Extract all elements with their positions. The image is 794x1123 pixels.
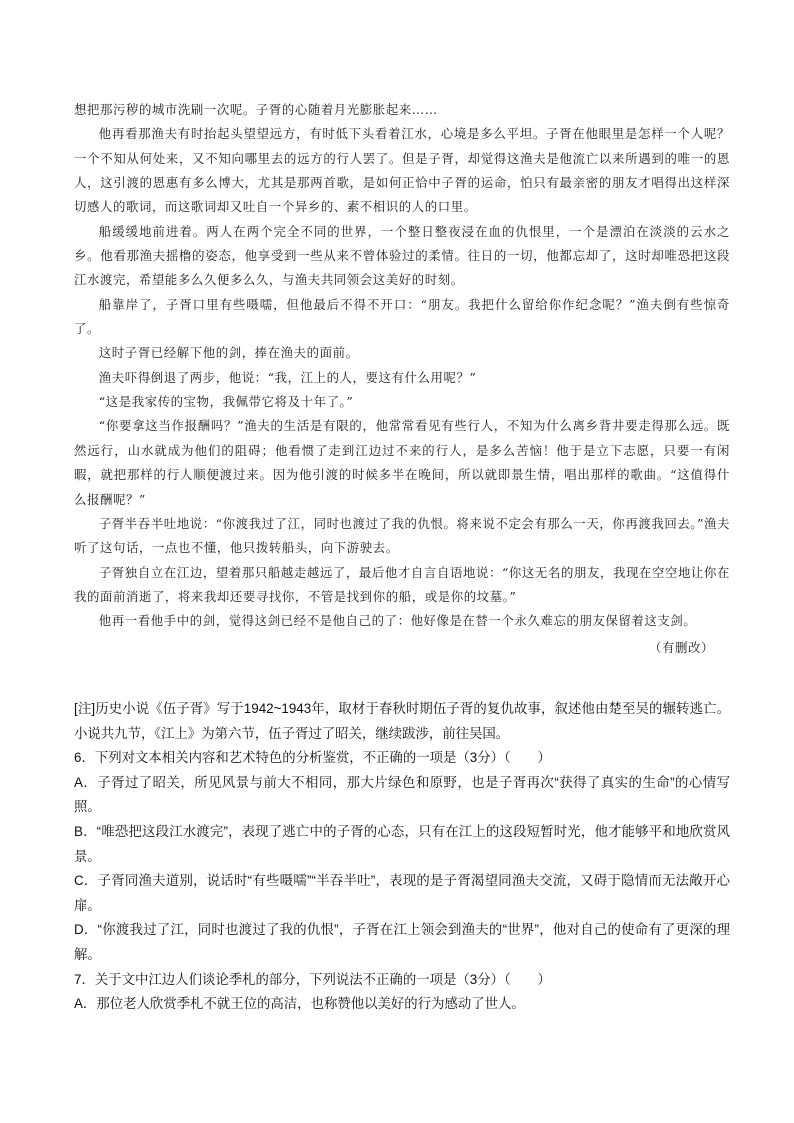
passage-paragraph-1: 想把那污秽的城市洗刷一次呢。子胥的心随着月光膨胀起来…… (74, 102, 438, 117)
passage-source-note: （有删改） (649, 639, 714, 655)
passage-paragraph-8: “你要拿这当作报酬吗？”渔夫的生活是有限的，他常常看见有些行人，不知为什么离乡背井要走得那么远。既然远行，山水就成为他们的阻碍；他看惯了走到江边过不来的行人，是多么苦恼！他于是立下志愿，只要一有闲暇，就把那样的行人顺便渡过来。因为他引渡的时候多半在晚间，所以就即景生情，唱出那样的歌曲。“这值得什么报酬呢？” (74, 418, 730, 507)
footnote: [注]历史小说《伍子胥》写于1942~1943年，取材于春秋时期伍子胥的复仇故事，叙述他由楚至吴的辗转逃亡。小说共九节，《江上》为第六节，伍子胥过了昭关，继续跋涉，前往吴国。 (74, 701, 730, 741)
question-6-option-a: A．子胥过了昭关，所见风景与前大不相同，那大片绿色和原野，也是子胥再次“获得了真实的生命”的心情写照。 (74, 774, 730, 815)
passage-paragraph-4: 船靠岸了，子胥口里有些嗫嚅，但他最后不得不开口：“朋友。我把什么留给你作纪念呢？”渔夫倒有些惊奇了。 (74, 296, 730, 337)
reading-passage (74, 98, 730, 660)
passage-paragraph-10: 子胥独自立在江边，望着那只船越走越远了，最后他才自言自语地说：“你这无名的朋友，我现在空空地让你在我的面前消逝了，将来我却还要寻找你，不管是找到你的船，或是你的坟墓。” (74, 564, 730, 604)
question-7-stem: 7．关于文中江边人们谈论季札的部分，下列说法不正确的一项是（3分）（ ） (74, 971, 551, 987)
question-7-option-a: A．那位老人欣赏季札不就王位的高洁，也称赞他以美好的行为感动了世人。 (74, 996, 525, 1012)
question-6-option-b: B．“唯恐把这段江水渡完”，表现了逃亡中的子胥的心态，只有在江上的这段短暂时光，他才能够平和地欣赏风景。 (74, 823, 730, 864)
question-6-stem: 6．下列对文本相关内容和艺术特色的分析鉴赏，不正确的一项是（3分）（ ） (74, 750, 551, 766)
passage-paragraph-2: 他再看那渔夫有时抬起头望望远方，有时低下头看着江水，心境是多么平坦。子胥在他眼里是怎样一个人呢？一个不知从何处来，又不知向哪里去的远方的行人罢了。但是子胥，却觉得这渔夫是他流亡以来所遇到的唯一的恩人，这引渡的恩惠有多么博大，尤其是那两首歌，是如何正恰中子胥的运命，怕只有最亲密的朋友才唱得出这样深切感人的歌词，而这歌词却又吐自一个异乡的、素不相识的人的口里。 (74, 126, 730, 215)
passage-paragraph-3: 船缓缓地前进着。两人在两个完全不同的世界，一个整日整夜浸在血的仇恨里，一个是漂泊在淡淡的云水之乡。他看那渔夫摇橹的姿态，他享受到一些从来不曾体验过的柔情。往日的一切，他都忘却了，这时却唯恐把这段江水渡完，希望能多么久便多么久，与渔夫共同领会这美好的时刻。 (74, 223, 730, 288)
questions-section (74, 697, 730, 1017)
question-6-option-c: C．子胥同渔夫道别，说话时“有些嗫嚅”“半吞半吐”，表现的是子胥渴望同渔夫交流，又碍于隐情而无法敞开心扉。 (74, 873, 730, 913)
passage-paragraph-5: 这时子胥已经解下他的剑，捧在渔夫的面前。 (98, 345, 359, 361)
passage-paragraph-9: 子胥半吞半吐地说：“你渡我过了江，同时也渡过了我的仇恨。将来说不定会有那么一天，你再渡我回去。”渔夫听了这句话，一点也不懂，他只拨转船头，向下游驶去。 (74, 515, 731, 556)
passage-paragraph-7: “这是我家传的宝物，我佩带它将及十年了。” (98, 394, 354, 410)
passage-paragraph-11: 他再一看他手中的剑，觉得这剑已经不是他自己的了：他好像是在替一个永久难忘的朋友保留着这支剑。 (98, 613, 697, 629)
passage-paragraph-6: 渔夫吓得倒退了两步，他说：“我，江上的人，要这有什么用呢？” (98, 369, 477, 385)
question-6-option-d: D．“你渡我过了江，同时也渡过了我的仇恨”，子胥在江上领会到渔夫的“世界”，他对自己的使命有了更深的理解。 (74, 922, 730, 962)
